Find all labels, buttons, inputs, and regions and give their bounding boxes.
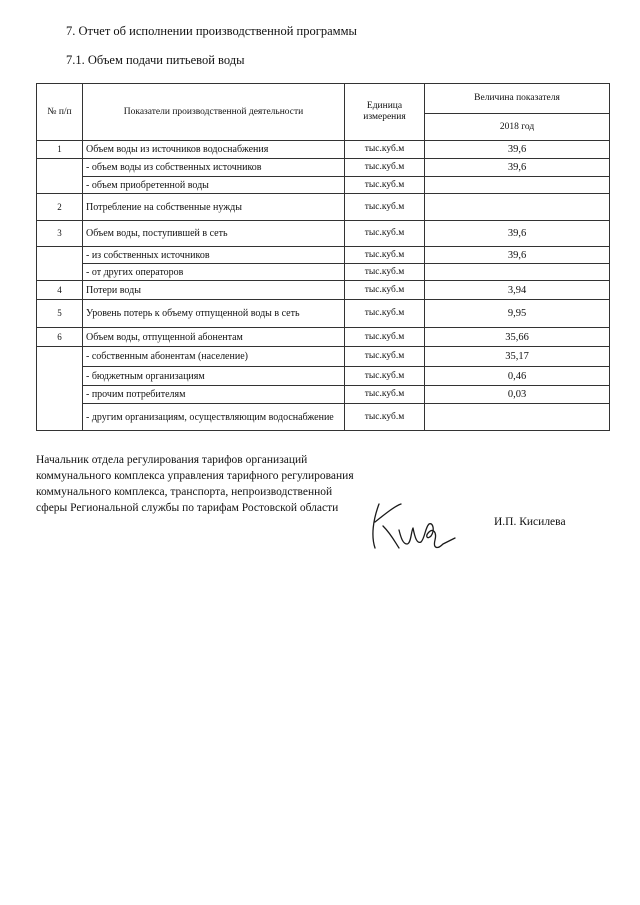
header-indicator: Показатели производственной деятельности xyxy=(83,84,345,141)
row-number xyxy=(37,247,83,281)
row-value xyxy=(425,177,610,194)
row-unit: тыс.куб.м xyxy=(345,177,425,194)
header-unit: Единица измерения xyxy=(345,84,425,141)
water-supply-table xyxy=(36,83,610,431)
row-unit: тыс.куб.м xyxy=(345,221,425,247)
row-number: 5 xyxy=(37,300,83,328)
row-value: 0,03 xyxy=(425,386,610,404)
row-number: 6 xyxy=(37,328,83,347)
row-indicator: - из собственных источников xyxy=(83,247,345,264)
header-year: 2018 год xyxy=(425,114,610,141)
row-indicator: - собственным абонентам (население) xyxy=(83,347,345,367)
table-row xyxy=(37,194,610,221)
table-row xyxy=(37,404,610,431)
row-number xyxy=(37,347,83,431)
row-indicator: - объем приобретенной воды xyxy=(83,177,345,194)
row-unit: тыс.куб.м xyxy=(345,281,425,300)
table-row xyxy=(37,281,610,300)
subsection-title: 7.1. Объем подачи питьевой воды xyxy=(66,53,245,67)
table-row xyxy=(37,141,610,159)
row-value xyxy=(425,264,610,281)
row-unit: тыс.куб.м xyxy=(345,386,425,404)
row-number: 1 xyxy=(37,141,83,159)
table-row xyxy=(37,300,610,328)
row-indicator: - другим организациям, осуществляющим водоснабжение xyxy=(83,404,345,431)
row-unit: тыс.куб.м xyxy=(345,300,425,328)
row-indicator: - прочим потребителям xyxy=(83,386,345,404)
row-value: 39,6 xyxy=(425,141,610,159)
row-value: 39,6 xyxy=(425,159,610,177)
row-indicator: - объем воды из собственных источников xyxy=(83,159,345,177)
section-title: 7. Отчет об исполнении производственной программы xyxy=(66,24,357,38)
signatory-position: Начальник отдела регулирования тарифов организаций коммунального комплекса управления тарифного регулирования коммунального комплекса, транспорта, непроизводственной сферы Региональной службы по тарифам Ростовской области xyxy=(36,454,354,514)
row-value xyxy=(425,194,610,221)
table-row xyxy=(37,328,610,347)
table-row xyxy=(37,247,610,264)
row-unit: тыс.куб.м xyxy=(345,159,425,177)
row-number xyxy=(37,159,83,194)
table-row xyxy=(37,347,610,367)
table-row xyxy=(37,264,610,281)
row-value: 39,6 xyxy=(425,247,610,264)
handwritten-signature xyxy=(365,492,465,554)
row-indicator: Уровень потерь к объему отпущенной воды в сеть xyxy=(83,300,345,328)
header-value-group: Величина показателя xyxy=(425,84,610,114)
row-value: 35,66 xyxy=(425,328,610,347)
row-value: 0,46 xyxy=(425,367,610,386)
row-unit: тыс.куб.м xyxy=(345,404,425,431)
table-row xyxy=(37,159,610,177)
row-indicator: - от других операторов xyxy=(83,264,345,281)
table-row xyxy=(37,177,610,194)
row-value: 35,17 xyxy=(425,347,610,367)
row-value xyxy=(425,404,610,431)
signer-name: И.П. Кисилева xyxy=(494,516,566,528)
table-row xyxy=(37,221,610,247)
row-indicator: Потребление на собственные нужды xyxy=(83,194,345,221)
row-indicator: Объем воды, поступившей в сеть xyxy=(83,221,345,247)
row-unit: тыс.куб.м xyxy=(345,247,425,264)
row-value: 9,95 xyxy=(425,300,610,328)
row-number: 3 xyxy=(37,221,83,247)
table-row xyxy=(37,386,610,404)
header-num: № п/п xyxy=(37,84,83,141)
row-number: 2 xyxy=(37,194,83,221)
row-indicator: Объем воды из источников водоснабжения xyxy=(83,141,345,159)
row-unit: тыс.куб.м xyxy=(345,367,425,386)
row-unit: тыс.куб.м xyxy=(345,328,425,347)
header-row xyxy=(37,84,610,114)
row-unit: тыс.куб.м xyxy=(345,194,425,221)
row-indicator: - бюджетным организациям xyxy=(83,367,345,386)
row-value: 39,6 xyxy=(425,221,610,247)
table-row xyxy=(37,367,610,386)
row-indicator: Потери воды xyxy=(83,281,345,300)
row-unit: тыс.куб.м xyxy=(345,141,425,159)
row-number: 4 xyxy=(37,281,83,300)
row-unit: тыс.куб.м xyxy=(345,264,425,281)
row-unit: тыс.куб.м xyxy=(345,347,425,367)
row-value: 3,94 xyxy=(425,281,610,300)
row-indicator: Объем воды, отпущенной абонентам xyxy=(83,328,345,347)
